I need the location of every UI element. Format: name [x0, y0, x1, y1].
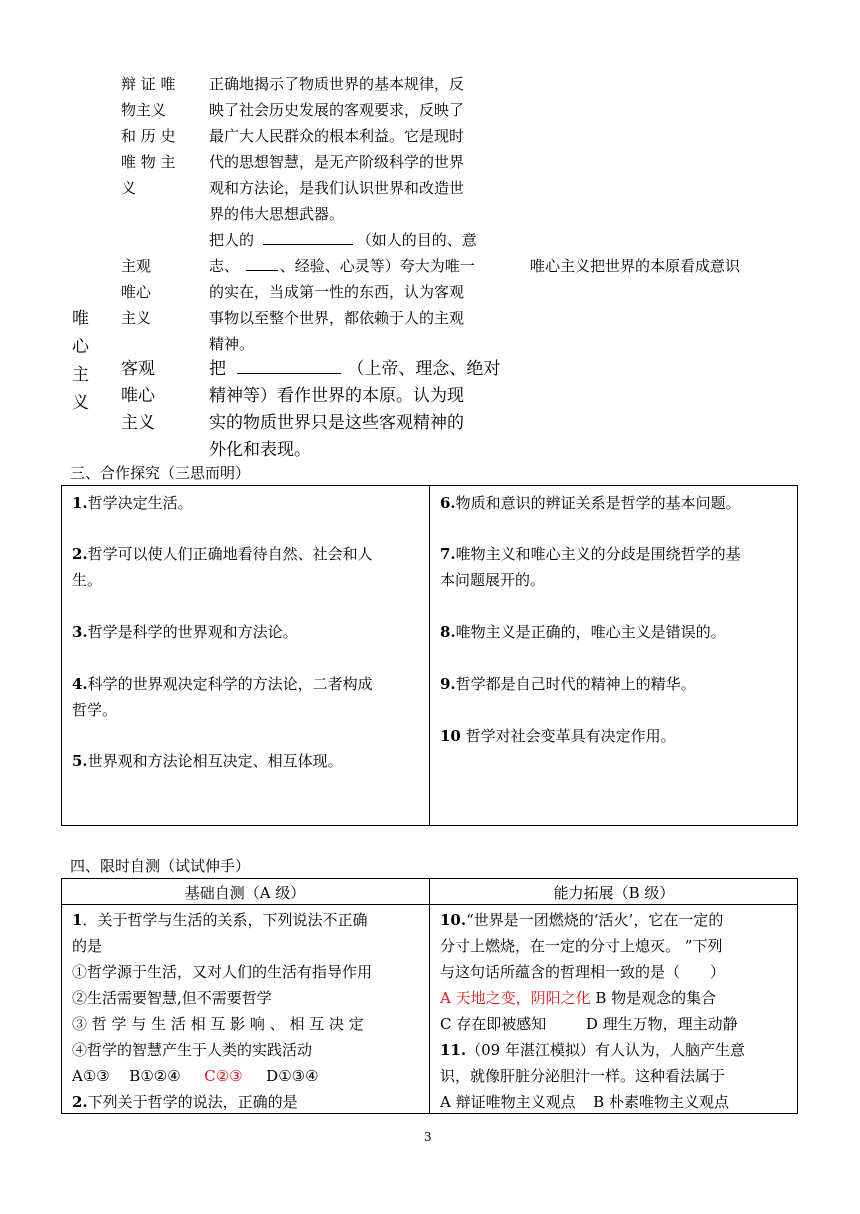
statement-4: 4.科学的世界观决定科学的方法论，二者构成 哲学。	[72, 675, 373, 719]
q11-choice-b[interactable]: B 朴素唯物主义观点	[593, 1093, 729, 1111]
statement-1: 1.哲学决定生活。	[72, 494, 193, 512]
q1-option-1: ①哲学源于生活，又对人们的生活有指导作用	[72, 963, 373, 981]
statement-3: 3.哲学是科学的世界观和方法论。	[72, 623, 298, 641]
q1-choice-d[interactable]: D①③④	[266, 1067, 319, 1085]
section4-header-rule	[61, 904, 798, 905]
q1-choice-b[interactable]: B①②④	[129, 1067, 181, 1085]
statement-2: 2.哲学可以使人们正确地看待自然、社会和人 生。	[72, 545, 373, 589]
blank-1[interactable]	[263, 228, 353, 245]
q1-choices	[72, 1063, 424, 1089]
statement-10: 10 哲学对社会变革具有决定作用。	[440, 727, 676, 745]
statement-7: 7.唯物主义和唯心主义的分歧是围绕哲学的基 本问题展开的。	[440, 545, 741, 589]
section3-divider	[429, 485, 430, 826]
subjective-idealism-note: 唯心主义把世界的本原看成意识	[530, 257, 741, 275]
page-number: 3	[424, 1130, 432, 1144]
objective-idealism-label: 客观 唯心 主义	[121, 359, 155, 433]
idealism-label: 唯 心 主 义	[72, 309, 89, 413]
q1-choice-a[interactable]: A①③	[72, 1067, 110, 1085]
q10-choice-a[interactable]: A 天地之变，阴阳之化	[440, 989, 591, 1007]
objective-idealism-description: 把 （上帝、理念、绝对 精神等）看作世界的本原。认为现 实的物质世界只是这些客观精神的 外化和表现。	[209, 359, 501, 460]
question-2: 2.下列关于哲学的说法，正确的是	[72, 1093, 298, 1111]
col-a-header: 基础自测（A 级）	[184, 884, 306, 902]
q1-option-3: ③ 哲 学 与 生 活 相 互 影 响 、 相 互 决 定	[72, 1015, 364, 1033]
subjective-idealism-description: 把人的 （如人的目的、意 志、 、经验、心灵等）夸大为唯一 的实在，当成第一性的东西，认为客观 事物以至整个世界，都依赖于人的主观 精神。	[209, 227, 529, 357]
dialectical-description: 正确地揭示了物质世界的基本规律，反 映了社会历史发展的客观要求，反映了 最广大人民群众的根本利益。它是现时 代的思想智慧，是无产阶级科学的世界 观和方法论，是我们认识世界和改造世 界的伟大思想武器。	[209, 75, 465, 223]
q10-choice-b[interactable]: B 物是观念的集合	[595, 989, 717, 1007]
col-b-header: 能力拓展（B 级）	[553, 884, 675, 902]
blank-3[interactable]	[237, 357, 341, 374]
subjective-idealism-label: 主观 唯心 主义	[121, 257, 152, 327]
blank-2[interactable]	[246, 254, 278, 271]
question-10: 10.“世界是一团燃烧的‘活火’，它在一定的 分寸上燃烧，在一定的分寸上熄灭。 ”下列 与这句话所蕴含的哲理相一致的是（ ） A 天地之变，阴阳之化 B 物是观念的集合 C 存在即被感知 D 理生万物，理主动静 11.（09 年湛江模拟）有人认为，人脑产生意 识，就像肝脏分泌胆汁一样。这种看法属于 A 辩证唯物主义观点 B 朴素唯物主义观点	[440, 907, 794, 1115]
dialectical-label: 辩 证 唯 物主义 和 历 史 唯 物 主 义	[121, 75, 176, 197]
q11-choice-a[interactable]: A 辩证唯物主义观点	[440, 1093, 576, 1111]
q10-choice-c[interactable]: C 存在即被感知	[440, 1015, 547, 1033]
question-11: 11.（09 年湛江模拟）有人认为，人脑产生意	[440, 1041, 745, 1059]
q1-option-2: ②生活需要智慧,但不需要哲学	[72, 989, 272, 1007]
statement-9: 9.哲学都是自己时代的精神上的精华。	[440, 675, 696, 693]
q10-choice-d[interactable]: D 理生万物，理主动静	[585, 1015, 738, 1033]
question-1: 1．关于哲学与生活的关系，下列说法不正确 的是 ①哲学源于生活，又对人们的生活有指导作用 ②生活需要智慧,但不需要哲学 ③ 哲 学 与 生 活 相 互 影 响 、 相 互 决 定 ④哲学的智慧产生于人类的实践活动 A①③ B①②④ C②③ D①③④ 2.下列关于哲学的说法，正确的是	[72, 907, 424, 1115]
q1-option-4: ④哲学的智慧产生于人类的实践活动	[72, 1041, 313, 1059]
statement-6: 6.物质和意识的辨证关系是哲学的基本问题。	[440, 494, 741, 512]
section4-divider	[429, 878, 430, 1114]
section4-title: 四、限时自测（试试伸手）	[70, 857, 251, 875]
section3-title: 三、合作探究（三思而明）	[70, 464, 251, 482]
statement-8: 8.唯物主义是正确的，唯心主义是错误的。	[440, 623, 726, 641]
statement-5: 5.世界观和方法论相互决定、相互体现。	[72, 752, 343, 770]
q1-choice-c[interactable]: C②③	[204, 1067, 243, 1085]
